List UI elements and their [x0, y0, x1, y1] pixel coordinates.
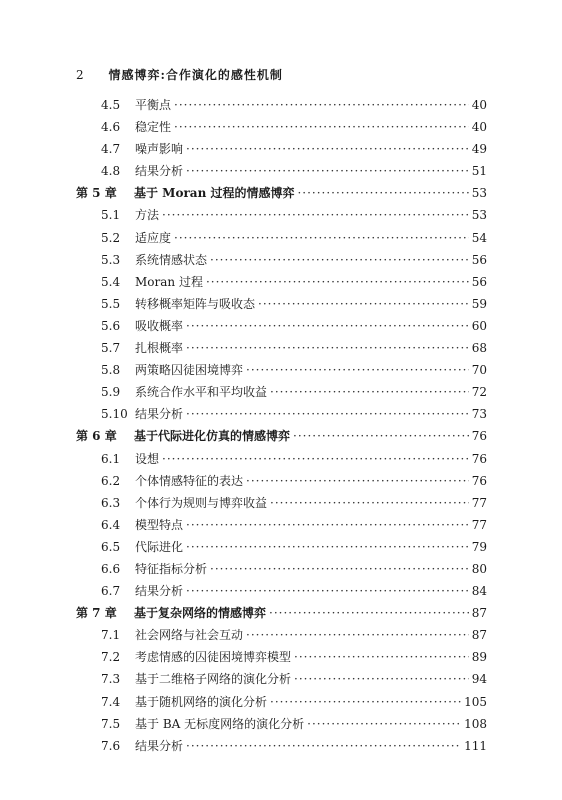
toc-leader-dots [162, 204, 469, 226]
toc-entry-number: 7.6 [101, 738, 121, 753]
toc-section-entry [76, 691, 487, 713]
toc-leader-dots [186, 403, 469, 425]
toc-section-entry [76, 646, 487, 668]
toc-entry-title: 吸收概率 [135, 318, 184, 333]
toc-leader-dots [186, 514, 469, 536]
toc-entry-number: 5.1 [101, 208, 121, 223]
toc-entry-page: 54 [471, 230, 487, 245]
toc-entry-title: 结果分析 [135, 407, 184, 422]
toc-entry-number: 5.2 [101, 230, 121, 245]
toc-leader-dots [186, 160, 469, 182]
toc-entry-number: 第 5 章 [76, 186, 117, 201]
toc-entry-number: 4.5 [101, 98, 121, 112]
toc-leader-dots [270, 691, 461, 713]
toc-entry-page: 72 [471, 385, 487, 400]
toc-entry-title: 基于代际进化仿真的情感博弈 [134, 429, 291, 444]
toc-entry-page: 59 [471, 296, 487, 311]
toc-entry-number: 7.2 [101, 650, 121, 665]
toc-entry-page: 49 [471, 142, 487, 157]
running-head [76, 66, 283, 83]
toc-entry-title: 结果分析 [135, 738, 184, 753]
toc-entry-page: 105 [464, 694, 487, 709]
toc-entry-number: 6.3 [101, 495, 121, 510]
toc-entry-number: 7.5 [101, 716, 121, 731]
toc-leader-dots [162, 448, 469, 470]
book-title: 情感博弈:合作演化的感性机制 [108, 68, 283, 82]
toc-entry-number: 6.2 [101, 473, 121, 488]
toc-entry-page: 111 [464, 738, 487, 753]
toc-entry-number: 7.1 [101, 628, 121, 643]
toc-entry-number: 6.4 [101, 517, 121, 532]
toc-entry-page: 40 [471, 120, 487, 135]
toc-leader-dots [174, 227, 469, 249]
toc-entry-title: 系统合作水平和平均收益 [135, 385, 268, 400]
toc-chapter-entry [76, 182, 487, 204]
toc-entry-title: 系统情感状态 [135, 252, 208, 267]
toc-entry-title: 代际进化 [135, 539, 184, 554]
toc-leader-dots [270, 381, 469, 403]
toc-entry-number: 5.8 [101, 363, 121, 378]
toc-section-entry [76, 558, 487, 580]
toc-leader-dots [174, 116, 469, 138]
toc-leader-dots [269, 602, 469, 624]
toc-entry-title: 个体行为规则与博弈收益 [135, 495, 268, 510]
toc-entry-title: 稳定性 [135, 120, 172, 135]
toc-entry-title: 基于 Moran 过程的情感博弈 [134, 186, 295, 201]
toc-entry-page: 56 [471, 252, 487, 267]
toc-entry-number: 5.10 [101, 407, 128, 422]
toc-section-entry [76, 381, 487, 403]
toc-entry-title: 考虑情感的囚徒困境博弈模型 [135, 650, 292, 665]
toc-entry-number: 第 6 章 [76, 429, 117, 444]
toc-section-entry [76, 514, 487, 536]
toc-entry-page: 53 [471, 186, 487, 201]
toc-entry-number: 6.7 [101, 584, 121, 599]
toc-section-entry [76, 160, 487, 182]
toc-section-entry [76, 624, 487, 646]
toc-entry-page: 76 [471, 451, 487, 466]
toc-entry-number: 第 7 章 [76, 606, 117, 621]
toc-section-entry [76, 448, 487, 470]
toc-entry-page: 70 [471, 363, 487, 378]
toc-section-entry [76, 116, 487, 138]
toc-entry-number: 7.4 [101, 694, 121, 709]
toc-section-entry [76, 713, 487, 735]
toc-entry-number: 5.9 [101, 385, 121, 400]
toc-entry-page: 89 [471, 650, 487, 665]
toc-entry-title: Moran 过程 [135, 274, 203, 289]
toc-leader-dots [246, 624, 469, 646]
toc-entry-page: 51 [471, 164, 487, 179]
toc-entry-page: 79 [471, 539, 487, 554]
toc-section-entry [76, 249, 487, 271]
toc-entry-page: 60 [471, 318, 487, 333]
toc-leader-dots [307, 713, 461, 735]
toc-entry-number: 6.5 [101, 539, 121, 554]
toc-section-entry [76, 315, 487, 337]
toc-entry-title: 适应度 [135, 230, 172, 245]
toc-entry-title: 方法 [135, 208, 160, 223]
toc-leader-dots [206, 271, 469, 293]
toc-section-entry [76, 271, 487, 293]
toc-entry-page: 68 [471, 341, 487, 356]
toc-entry-title: 基于 BA 无标度网络的演化分析 [135, 716, 305, 731]
toc-leader-dots [297, 182, 468, 204]
toc-leader-dots [186, 735, 461, 757]
toc-entry-page: 77 [471, 517, 487, 532]
toc-leader-dots [246, 470, 469, 492]
toc-entry-page: 53 [471, 208, 487, 223]
toc-leader-dots [186, 315, 469, 337]
toc-entry-title: 平衡点 [135, 98, 172, 112]
toc-leader-dots [294, 668, 469, 690]
toc-section-entry [76, 735, 487, 757]
toc-entry-page: 73 [471, 407, 487, 422]
toc-leader-dots [246, 359, 469, 381]
toc-entry-title: 基于随机网络的演化分析 [135, 694, 268, 709]
toc-entry-title: 结果分析 [135, 164, 184, 179]
toc-entry-title: 模型特点 [135, 517, 184, 532]
toc-section-entry [76, 580, 487, 602]
toc-leader-dots [258, 293, 469, 315]
toc-entry-page: 76 [471, 429, 487, 444]
toc-entry-title: 特征指标分析 [135, 561, 208, 576]
toc-entry-title: 个体情感特征的表达 [135, 473, 244, 488]
toc-leader-dots [210, 249, 469, 271]
toc-entry-page: 76 [471, 473, 487, 488]
toc-leader-dots [186, 580, 469, 602]
page-number: 2 [76, 68, 85, 82]
toc-leader-dots [174, 94, 469, 116]
toc-entry-page: 87 [471, 628, 487, 643]
toc-entry-number: 5.6 [101, 318, 121, 333]
toc-entry-page: 56 [471, 274, 487, 289]
toc-chapter-entry [76, 602, 487, 624]
toc-leader-dots [186, 138, 469, 160]
toc-entry-page: 108 [464, 716, 487, 731]
toc-entry-number: 5.4 [101, 274, 121, 289]
toc-entry-number: 7.3 [101, 672, 121, 687]
toc-entry-page: 77 [471, 495, 487, 510]
toc-entry-number: 6.6 [101, 561, 121, 576]
toc-entry-page: 40 [471, 98, 487, 112]
toc-entry-title: 扎根概率 [135, 341, 184, 356]
toc-entry-title: 噪声影响 [135, 142, 184, 157]
toc-entry-number: 5.3 [101, 252, 121, 267]
toc-entry-page: 87 [471, 606, 487, 621]
toc-entry-title: 两策略囚徒困境博弈 [135, 363, 244, 378]
toc-entry-number: 4.7 [101, 142, 121, 157]
toc-entry-title: 基于复杂网络的情感博弈 [134, 606, 267, 621]
toc-chapter-entry [76, 425, 487, 447]
toc-entry-number: 5.7 [101, 341, 121, 356]
toc-section-entry [76, 470, 487, 492]
toc-leader-dots [293, 425, 469, 447]
toc-entry-number: 4.6 [101, 120, 121, 135]
toc-leader-dots [210, 558, 469, 580]
toc-section-entry [76, 536, 487, 558]
toc-section-entry [76, 138, 487, 160]
toc-entry-page: 80 [471, 561, 487, 576]
toc-section-entry [76, 293, 487, 315]
toc-section-entry [76, 204, 487, 226]
toc-section-entry [76, 337, 487, 359]
toc-entry-title: 社会网络与社会互动 [135, 628, 244, 643]
toc-entry-page: 84 [471, 584, 487, 599]
toc-entry-number: 5.5 [101, 296, 121, 311]
toc-section-entry [76, 227, 487, 249]
toc-leader-dots [186, 337, 469, 359]
toc-section-entry [76, 492, 487, 514]
toc-section-entry [76, 359, 487, 381]
toc-entry-title: 结果分析 [135, 584, 184, 599]
toc-entry-number: 4.8 [101, 164, 121, 179]
toc-entry-title: 基于二维格子网络的演化分析 [135, 672, 292, 687]
toc-entry-page: 94 [471, 672, 487, 687]
toc-leader-dots [294, 646, 469, 668]
toc-entry-title: 转移概率矩阵与吸收态 [135, 296, 256, 311]
toc-entry-number: 6.1 [101, 451, 121, 466]
table-of-contents [76, 94, 487, 757]
toc-entry-title: 设想 [135, 451, 160, 466]
toc-leader-dots [186, 536, 469, 558]
toc-section-entry [76, 94, 487, 116]
toc-leader-dots [270, 492, 469, 514]
toc-section-entry [76, 403, 487, 425]
toc-section-entry [76, 668, 487, 690]
